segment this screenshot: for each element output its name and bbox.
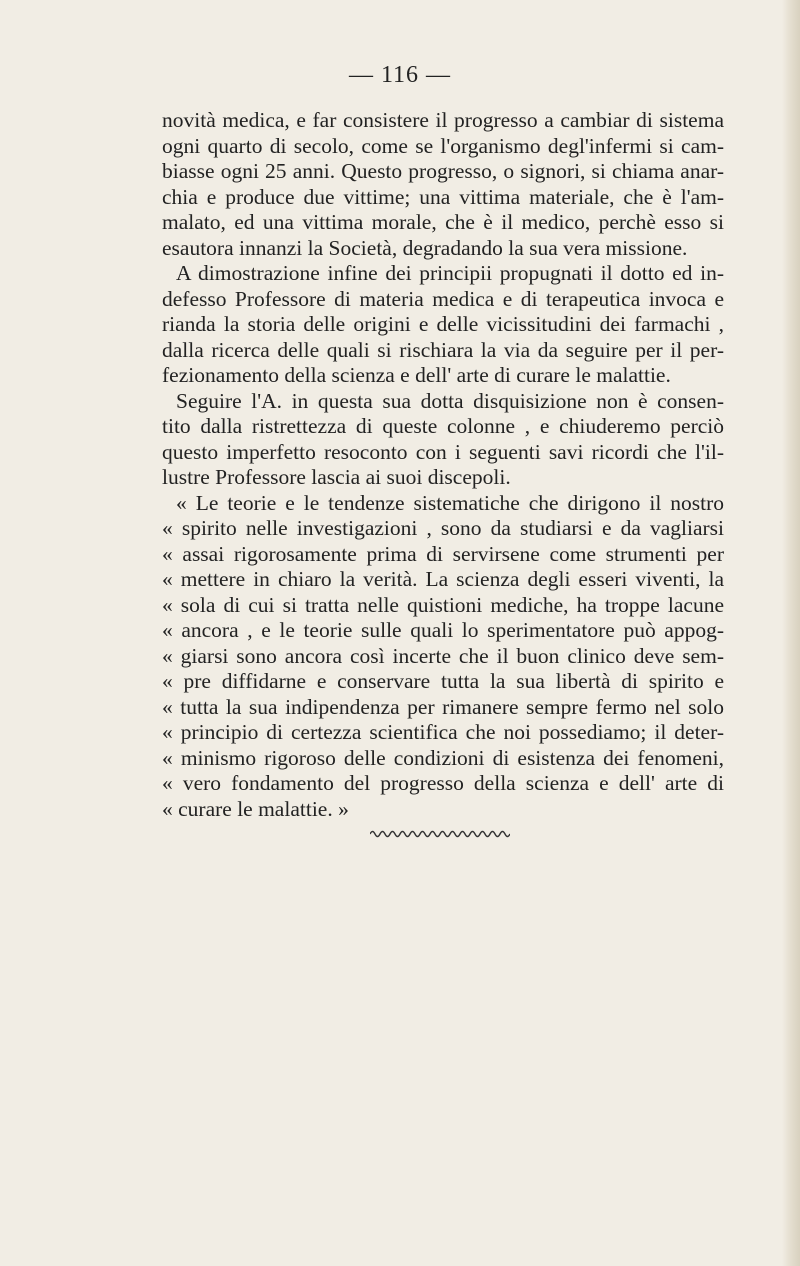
text-line: dalla ricerca delle quali si rischiara la via da seguire per il per-: [162, 337, 724, 362]
text-line: esautora innanzi la Società, degradando la sua vera missione.: [162, 235, 688, 260]
text-line: Seguire l'A. in questa sua dotta disquisizione non è consen-: [176, 388, 724, 413]
text-line: malato, ed una vittima morale, che è il medico, perchè esso si: [162, 210, 724, 234]
text-line: biasse ogni 25 anni. Questo progresso, o signori, si chiama anar-: [162, 159, 724, 183]
quote-line: « principio di certezza scientifica che noi possediamo; il deter-: [162, 720, 724, 744]
quote-line: « Le teorie e le tendenze sistematiche che dirigono il nostro: [176, 490, 724, 515]
text-line: ogni quarto di secolo, come se l'organismo degl'infermi si cam-: [162, 133, 724, 158]
quote-line: « sola di cui si tratta nelle quistioni mediche, ha troppe lacune: [162, 592, 724, 617]
quote-line: « pre diffidarne e conservare tutta la sua libertà di spirito e: [162, 669, 724, 693]
page-number: — 116 —: [348, 62, 452, 88]
body-text: [162, 108, 724, 822]
quote-line: « spirito nelle investigazioni , sono da studiarsi e da vagliarsi: [162, 516, 724, 540]
text-line: defesso Professore di materia medica e di terapeutica invoca e: [162, 286, 724, 311]
ornament-divider: [370, 829, 510, 839]
text-line: chia e produce due vittime; una vittima materiale, che è l'am-: [162, 184, 724, 209]
text-line: tito dalla ristrettezza di queste colonne , e chiuderemo perciò: [162, 414, 724, 438]
text-line: novità medica, e far consistere il progresso a cambiar di sistema: [162, 108, 724, 132]
quote-line: « ancora , e le teorie sulle quali lo sperimentatore può appog-: [162, 618, 724, 642]
quote-line: « mettere in chiaro la verità. La scienza degli esseri viventi, la: [162, 567, 724, 591]
quote-line: « vero fondamento del progresso della scienza e dell' arte di: [162, 771, 724, 795]
quote-line: « giarsi sono ancora così incerte che il buon clinico deve sem-: [162, 643, 724, 668]
quote-line: « minismo rigoroso delle condizioni di esistenza dei fenomeni,: [162, 745, 724, 770]
quote-line: « tutta la sua indipendenza per rimanere sempre fermo nel solo: [162, 694, 724, 719]
text-line: rianda la storia delle origini e delle vicissitudini dei farmachi ,: [162, 312, 724, 336]
text-line: A dimostrazione infine dei principii propugnati il dotto ed in-: [176, 261, 724, 285]
quote-line: « assai rigorosamente prima di servirsene come strumenti per: [162, 541, 724, 566]
text-line: fezionamento della scienza e dell' arte di curare le malattie.: [162, 363, 671, 387]
text-line: questo imperfetto resoconto con i seguenti savi ricordi che l'il-: [162, 439, 724, 464]
text-line: lustre Professore lascia ai suoi discepoli.: [162, 465, 511, 489]
page-edge-shadow: [782, 0, 800, 1266]
quote-line: « curare le malattie. »: [162, 796, 349, 821]
